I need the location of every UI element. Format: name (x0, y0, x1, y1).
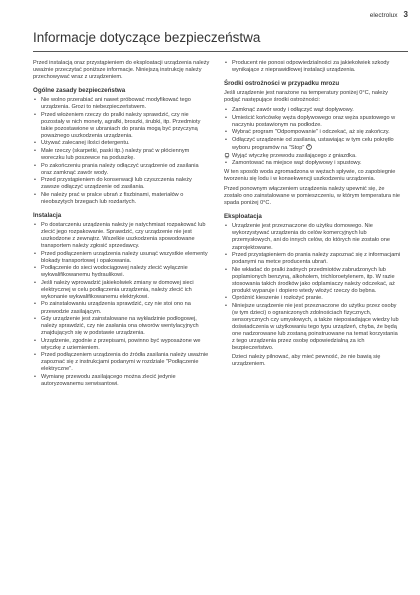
brand-name: electrolux (369, 12, 398, 19)
page-number: 3 (403, 10, 408, 19)
list-item: • Przed przystąpieniem do konserwacji lub czyszczenia należy zawsze odłączyć urządzenie od zasilania. (33, 177, 211, 191)
list-item: • Po zainstalowaniu urządzenia sprawdzić, czy nie stoi ono na przewodzie zasilającym. (33, 301, 211, 315)
list-item: • Zamontować na miejsce wąż dopływowy i spustowy. (224, 160, 402, 167)
list-item: • Zamknąć zawór wody i odłączyć wąż dopływowy. (224, 107, 402, 114)
list-item: • Przed podłączeniem urządzenia należy usunąć wszystkie elementy blokady transportowej i opakowania. (33, 251, 211, 265)
general-safety-heading: Ogólne zasady bezpieczeństwa (33, 87, 126, 95)
frost-paragraph: W ten sposób woda zgromadzona w wężach spływie, co zapobiegnie tworzeniu się lodu i w konsekwencji uszkodzeniu urządzenia. (224, 169, 396, 183)
frost-intro: Jeśli urządzenie jest narażone na temperatury poniżej 0°C, należy podjąć następujące środki ostrożności: (224, 90, 388, 104)
unplug-icon (224, 153, 230, 159)
list-item: • Producent nie ponosi odpowiedzialności za jakiekolwiek szkody wynikające z nieprawidłowej instalacji urządzenia. (224, 60, 402, 74)
installation-heading: Instalacja (33, 211, 62, 219)
list-item: • Przed przystąpieniem do prania należy zapoznać się z informacjami podanymi na metce producenta ubrań. (224, 252, 402, 266)
list-item: • Przed podłączeniem urządzenia do źródła zasilania należy uważnie zapoznać się z instrukcjami podanymi w rozdziale "Podłączenie elektryczne". (33, 352, 211, 373)
general-safety-list (33, 97, 211, 206)
frost-paragraph: Przed ponownym włączeniem urządzenia należy upewnić się, że zostało ono zainstalowane w pomieszczeniu, w którym temperatura nie spada poniżej 0°C. (224, 186, 400, 207)
list-item: • Jeśli należy wprowadzić jakiekolwiek zmiany w domowej sieci elektrycznej w celu podłączenia urządzenia, należy zlecić ich wykonanie wykwalifikowanemu elektrykowi. (33, 280, 211, 301)
list-item: • Niniejsze urządzenie nie jest przeznaczone do użytku przez osoby (w tym dzieci) o ograniczonych zdolnościach fizycznych, sensorycznych czy umysłowych, a także nieposiadające wiedzy lub doświadczenia w użytkowaniu tego typu urządzeń, chyba, że będą one nadzorowane lub zostaną poinstruowane na temat korzystania z tego urządzenia przez osobę odpowiedzialną za ich bezpieczeństwo. (224, 303, 402, 352)
frost-precautions-heading: Środki ostrożności w przypadku mrozu (224, 80, 340, 88)
list-item: • Urządzenie jest przeznaczone do użytku domowego. Nie wykorzystywać urządzenia do celów komercyjnych lub przemysłowych, ani do innych celów, do których nie zostało one zaprojektowane. (224, 223, 402, 251)
use-tail-paragraph: Dzieci należy pilnować, aby mieć pewność, że nie bawią się urządzeniem. (232, 354, 381, 368)
right-column (224, 60, 402, 371)
page-title: Informacje dotyczące bezpieczeństwa (33, 30, 261, 45)
list-item-text: Wyjąć wtyczkę przewodu zasilającego z gniazdka. (232, 152, 357, 159)
intro-paragraph: Przed instalacją oraz przystąpieniem do eksploatacji urządzenia należy uważnie przeczytać poniższe informacje. Niniejszą instrukcję należy przechowywać wraz z urządzeniem. (33, 60, 210, 81)
list-item: • Przed włożeniem rzeczy do pralki należy sprawdzić, czy nie pozostały w nich monety, agrafki, broszki, śrubki, itp. Przedmioty takie pozostawione w ubraniach do prania mogą być przyczyną poważnego uszkodzenia urządzenia. (33, 112, 211, 140)
installation-list-continued (224, 60, 402, 74)
list-item: • Gdy urządzenie jest zainstalowane na wykładzinie podłogowej, należy sprawdzić, czy nie zasłania ona otworów wentylacyjnych znajdujących się w podstawie urządzenia. (33, 316, 211, 337)
title-divider (33, 51, 408, 52)
use-heading: Eksploatacja (224, 213, 262, 221)
list-item (224, 153, 402, 160)
list-item: • Umieścić końcówkę węża dopływowego oraz węża spustowego w naczyniu postawionym na podłodze. (224, 115, 402, 129)
list-item: • Używać zalecanej ilości detergentu. (33, 140, 211, 147)
list-item: • Po dostarczeniu urządzenia należy je natychmiast rozpakować lub zlecić jego rozpakowanie. Sprawdzić, czy urządzenie nie jest uszkodzone z zewnątrz. Wszelkie uszkodzenia spowodowane transportem należy zgłosić sprzedawcy. (33, 222, 211, 250)
list-item: • Urządzenie, zgodnie z przepisami, powinno być wyposażone we wtyczkę z uziemieniem. (33, 338, 211, 352)
power-off-icon (306, 144, 312, 150)
installation-list (33, 222, 211, 388)
list-item: • Wybrać program "Odpompowanie" i odczekać, aż się zakończy. (224, 129, 402, 136)
page-header (370, 10, 408, 19)
list-item: • Opróżnić kieszenie i rozłożyć pranie. (224, 295, 402, 302)
left-column (33, 60, 211, 390)
list-item: • Nie wolno przerabiać ani nawet próbować modyfikować tego urządzenia. Grozi to niebezpieczeństwem. (33, 97, 211, 111)
frost-precautions-list (224, 107, 402, 167)
list-item: • Po zakończeniu prania należy odłączyć urządzenie od zasilania oraz zamknąć zawór wody. (33, 163, 211, 177)
list-item (224, 137, 402, 152)
list-item-text: Odłączyć urządzenie od zasilania, ustawiając w tym celu pokrętło wyboru programów na "Stop" (232, 136, 394, 151)
list-item: • Małe rzeczy (skarpetki, paski itp.) należy prać w płóciennym woreczku lub poszewce na poduszkę. (33, 148, 211, 162)
list-item: • Wymianę przewodu zasilającego można zlecić jedynie autoryzowanemu serwisantowi. (33, 374, 211, 388)
list-item: • Nie wkładać do pralki żadnych przedmiotów zabrudzonych lub poplamionych benzyną, alkoholem, trichloroetylenem, itp. W razie stosowania takich środków jako odplamiaczy należy odczekać, aż produkt wyparuje i dopiero wtedy włożyć rzeczy do bębna. (224, 267, 402, 295)
list-item: • Nie należy prać w pralce ubrań z fiszbinami, materiałów o nieobszytych brzegach lub rozdartych. (33, 192, 211, 206)
list-item: • Podłączenie do sieci wodociągowej należy zlecić wyłącznie wykwalifikowanemu hydraulikowi. (33, 265, 211, 279)
use-list (224, 223, 402, 352)
